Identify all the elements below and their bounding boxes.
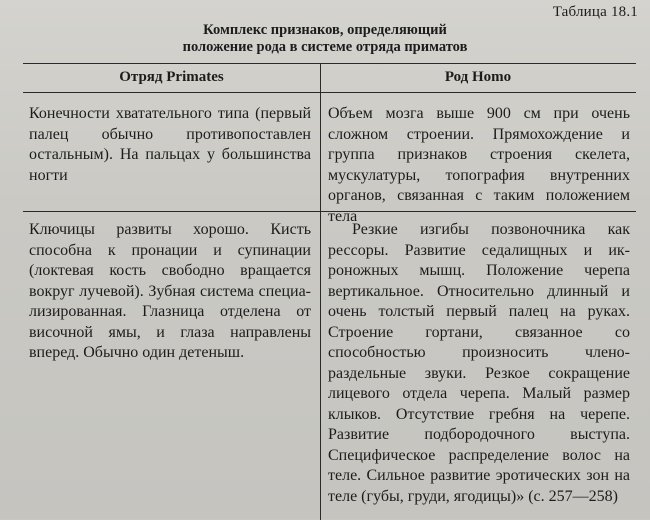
table-caption — [0, 22, 650, 56]
traits-table — [23, 63, 636, 520]
cell-homo-row-2: Резкие изгибы позвоночника как рессоры. Развитие седалищных и икроножных мышц. Положение черепа вертикальное. Относительно длинный и очень толстый первый палец на руках. Строение гортани, связанное со способностью произносить членораздельные звуки. Резкое сокращение лицевого отдела черепа. Малый размер клыков. Отсутствие гребня на черепе. Развитие подбородочного выступа. Специфическое распределение волос на теле. Сильное развитие эротических зон на теле (губы, груди, ягодицы)» (с. 257—258) — [328, 221, 630, 505]
table-number-label: Таблица 18.1 — [552, 4, 638, 20]
header-primates: Отряд Primates — [119, 69, 224, 85]
cell-primates-row-1: Конечности хватательного типа (первый палец обычно противопоставлен остальным). На пальцах у большинства ногти — [29, 105, 311, 184]
cell-homo-row-1: Объем мозга выше 900 см при очень сложном строении. Прямохождение и группа признаков строения скелета, мускулатуры, топография внутренних органов, связанная с таким положением тела — [328, 105, 630, 225]
column-divider — [320, 64, 321, 520]
caption-line-1: Комплекс признаков, определяющий — [203, 22, 447, 38]
header-homo: Род Homo — [444, 69, 512, 85]
cell-primates-row-2: Ключицы развиты хорошо. Кисть способна к пронации и супинации (локтевая кость свободно вращается вокруг лучевой). Зубная система специализированная. Глазница отделена от височной ямы, и глаза направлены вперед. Обычно один детеныш. — [29, 221, 311, 361]
caption-line-2: положение рода в системе отряда приматов — [182, 39, 468, 55]
table-header-row — [23, 64, 636, 93]
